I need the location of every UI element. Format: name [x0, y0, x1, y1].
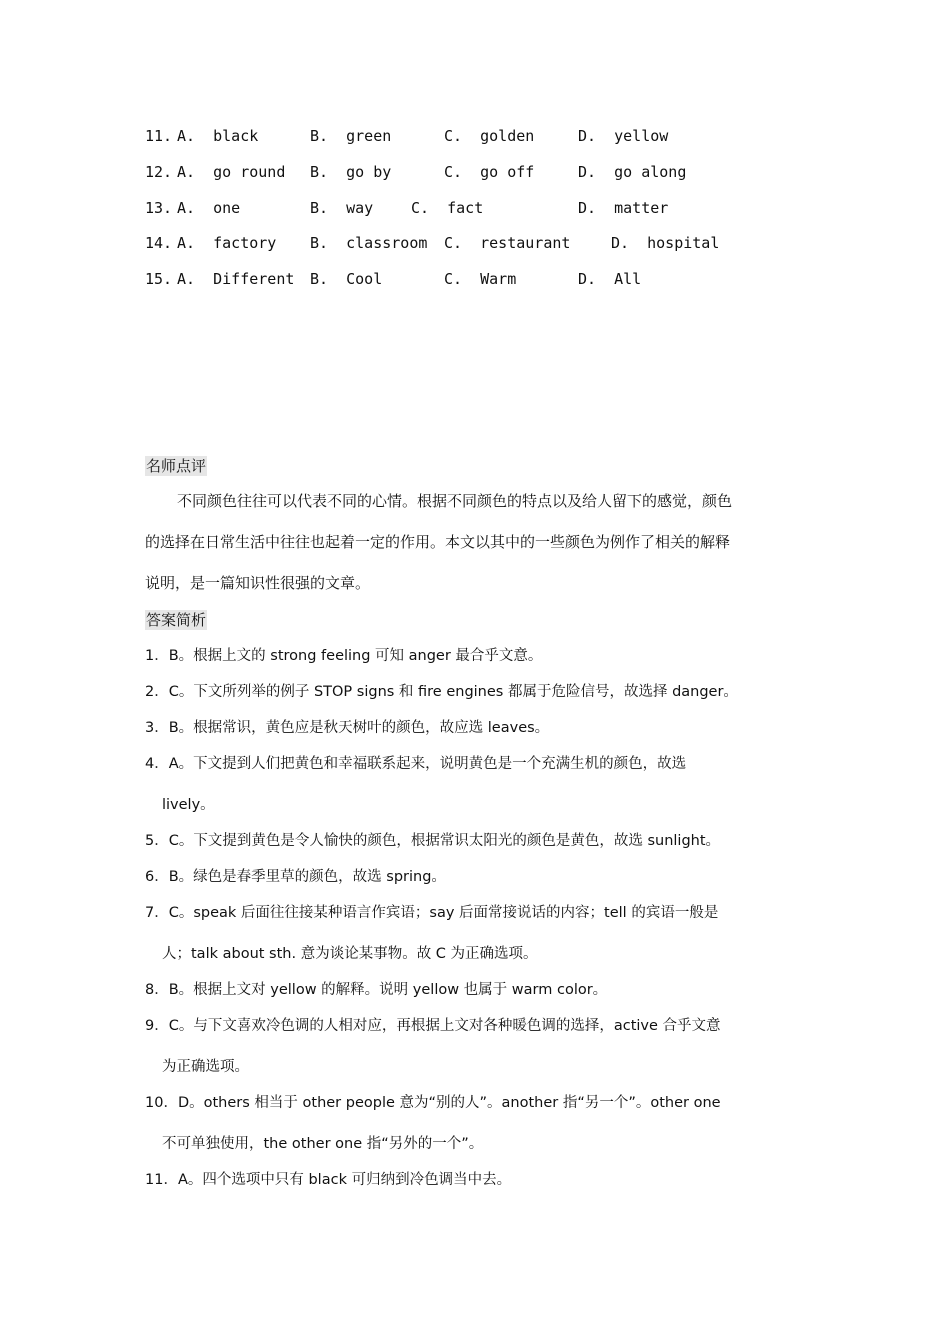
option-c: C. restaurant	[444, 234, 571, 252]
answer-4: 4．A。下文提到人们把黄色和幸福联系起来，说明黄色是一个充满生机的颜色，故选	[145, 756, 687, 772]
option-d: D. All	[578, 270, 642, 288]
answer-7: 7．C。speak 后面往往接某种语言作宾语；say 后面常接说话的内容；tell 的宾语一般是	[145, 905, 719, 921]
option-c: C. Warm	[444, 270, 517, 288]
option-b: B. way	[310, 199, 374, 217]
answers-heading: 答案简析	[146, 611, 207, 629]
answer-10: 10．D。others 相当于 other people 意为“别的人”。another 指“另一个”。other one	[145, 1095, 721, 1111]
answer-7-continued: 人；talk about sth. 意为谈论某事物。故 C 为正确选项。	[162, 946, 538, 962]
review-line-1: 不同颜色往往可以代表不同的心情。根据不同颜色的特点以及给人留下的感觉，颜色	[177, 492, 733, 510]
answer-9-continued: 为正确选项。	[162, 1059, 249, 1075]
option-row-12	[145, 163, 687, 185]
option-d: D. matter	[578, 199, 669, 217]
answer-3: 3．B。根据常识，黄色应是秋天树叶的颜色，故应选 leaves。	[145, 720, 550, 736]
option-c: C. golden	[444, 127, 535, 145]
option-b: B. Cool	[310, 270, 383, 288]
option-d: D. hospital	[611, 234, 720, 252]
question-number: 14.	[145, 234, 173, 252]
option-c: C. fact	[411, 199, 484, 217]
answer-5: 5．C。下文提到黄色是令人愉快的颜色，根据常识太阳光的颜色是黄色，故选 sunlight。	[145, 833, 721, 849]
question-number: 15.	[145, 270, 173, 288]
option-row-13	[145, 199, 669, 221]
review-line-2: 的选择在日常生活中往往也起着一定的作用。本文以其中的一些颜色为例作了相关的解释	[145, 533, 731, 551]
option-a: A. factory	[177, 234, 277, 252]
option-b: B. green	[310, 127, 392, 145]
question-number: 13.	[145, 199, 173, 217]
question-number: 12.	[145, 163, 173, 181]
answer-8: 8．B。根据上文对 yellow 的解释。说明 yellow 也属于 warm color。	[145, 982, 608, 998]
answer-2: 2．C。下文所列举的例子 STOP signs 和 fire engines 都属于危险信号，故选择 danger。	[145, 684, 738, 700]
option-d: D. yellow	[578, 127, 669, 145]
answer-6: 6．B。绿色是春季里草的颜色，故选 spring。	[145, 869, 446, 885]
answer-9: 9．C。与下文喜欢冷色调的人相对应，再根据上文对各种暖色调的选择，active 合乎文意	[145, 1018, 721, 1034]
review-line-3: 说明，是一篇知识性很强的文章。	[145, 574, 371, 592]
option-c: C. go off	[444, 163, 535, 181]
review-heading: 名师点评	[146, 457, 207, 475]
option-a: A. one	[177, 199, 241, 217]
answer-11: 11．A。四个选项中只有 black 可归纳到冷色调当中去。	[145, 1172, 512, 1188]
answer-1: 1．B。根据上文的 strong feeling 可知 anger 最合乎文意。	[145, 648, 543, 664]
question-number: 11.	[145, 127, 173, 145]
review-paragraph	[145, 481, 810, 604]
option-a: A. go round	[177, 163, 286, 181]
answer-4-continued: lively。	[162, 797, 215, 813]
option-b: B. classroom	[310, 234, 428, 252]
answer-10-continued: 不可单独使用，the other one 指“另外的一个”。	[162, 1136, 484, 1152]
option-row-15	[145, 270, 642, 292]
option-a: A. Different	[177, 270, 295, 288]
option-row-11	[145, 127, 669, 149]
option-d: D. go along	[578, 163, 687, 181]
option-a: A. black	[177, 127, 259, 145]
option-row-14	[145, 234, 720, 256]
option-b: B. go by	[310, 163, 392, 181]
